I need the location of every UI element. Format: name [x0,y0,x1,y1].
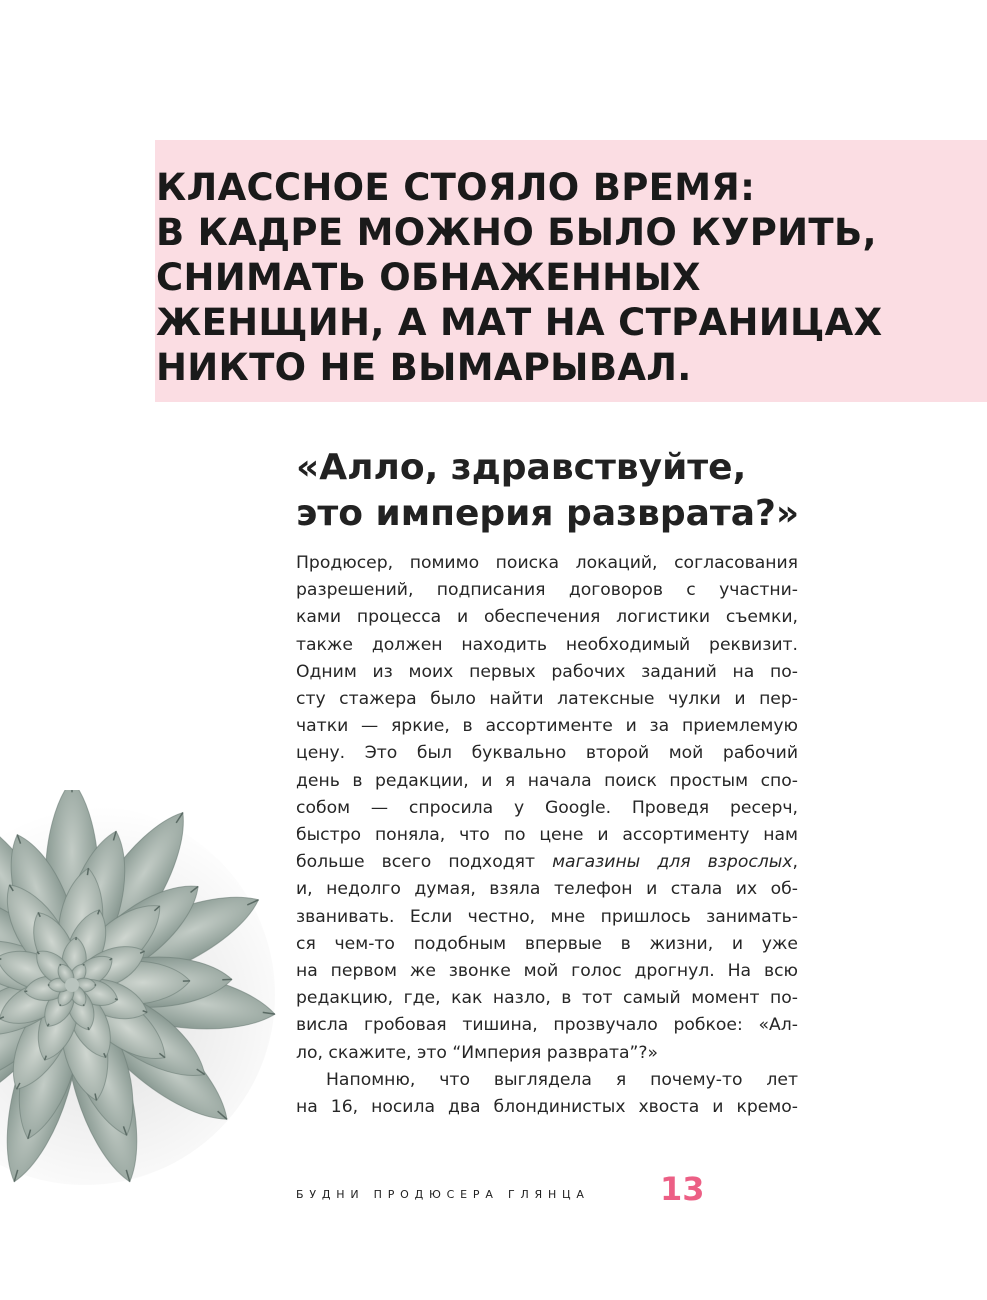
text-line: быстро поняла, что по цене и ассортименту нам [296,825,798,846]
text-line: и, недолго думая, взяла телефон и стала их об- [296,879,798,900]
pull-quote-line: СНИМАТЬ ОБНАЖЕННЫХ [156,256,701,299]
section-title [296,445,956,537]
succulent-leaf-tip [87,868,88,875]
succulent-illustration [0,790,280,1190]
text-line-with-italic [296,849,798,876]
pull-quote-line: В КАДРЕ МОЖНО БЫЛО КУРИТЬ, [156,211,877,254]
text-line: висла гробовая тишина, прозвучало робкое: «Ал- [296,1015,798,1036]
text-line: Напомню, что выглядела я почему-то лет [326,1069,798,1090]
text-line: день в редакции, и я начала поиск простым спо- [296,770,798,791]
text-line: ло, скажите, это “Империя разврата”?» [296,1042,659,1063]
text-line: ся чем-то подобным впервые в жизни, и уже [296,933,798,954]
text-line: на первом же звонке мой голос дрогнул. На всю [296,961,798,982]
text-line: чатки — яркие, в ассортименте и за приемлемую [296,716,798,737]
text-segment: больше всего подходят [296,852,553,873]
text-line: также должен находить необходимый реквизит. [296,634,798,655]
text-line: цену. Это был буквально второй мой рабочий [296,743,798,764]
succulent-leaf-tip [83,1005,84,1006]
text-line: званивать. Если честно, мне пришлось занимать- [296,906,798,927]
text-line: Продюсер, помимо поиска локаций, согласования [296,553,798,573]
text-line: редакцию, где, как назло, в тот самый момент по- [296,988,798,1009]
body-text [296,550,798,1121]
text-line: Одним из моих первых рабочих заданий на по- [296,661,798,682]
succulent-leaf-tip [60,964,61,965]
running-footer: БУДНИ ПРОДЮСЕРА ГЛЯНЦА [296,1188,590,1201]
succulent-leaf-tip [60,1005,61,1006]
succulent-leaf-tip [115,999,118,1000]
section-title-line: это империя разврата?» [296,493,800,534]
succulent-leaf-tip [83,964,84,965]
text-line: разрешений, подписания договоров с участни- [296,580,798,601]
section-title-line: «Алло, здравствуйте, [296,447,747,488]
text-line: собом — спросила у Google. Проведя ресерч, [296,797,798,818]
text-line: на 16, носила два блондинистых хвоста и кремо- [296,1097,798,1118]
pull-quote [156,165,976,390]
pull-quote-line: ЖЕНЩИН, А МАТ НА СТРАНИЦАХ [156,301,883,344]
page-number: 13 [660,1170,705,1208]
succulent-center [65,978,79,992]
italic-phrase: магазины для взрослых [552,852,793,873]
text-segment: , [792,852,798,873]
text-line: ками процесса и обеспечения логистики съемки, [296,607,798,628]
succulent-leaf-tip [88,1027,89,1030]
pull-quote-line: КЛАССНОЕ СТОЯЛО ВРЕМЯ: [156,166,756,209]
pull-quote-line: НИКТО НЕ ВЫМАРЫВАЛ. [156,346,692,389]
text-line: сту стажера было найти латексные чулки и пер- [296,689,798,710]
